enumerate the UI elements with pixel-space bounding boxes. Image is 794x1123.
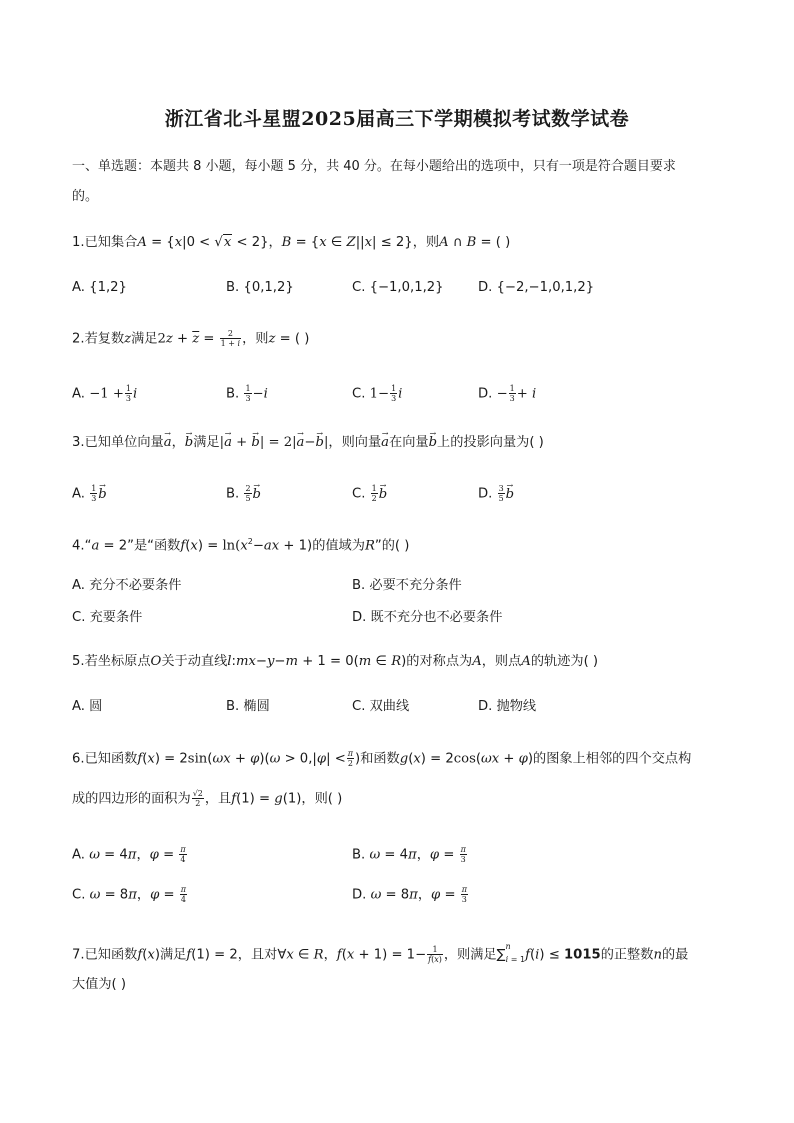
q2-option-c: C. 1− $\frac{1}{3}$ i: [352, 384, 403, 403]
q7-text-post1: 的正整数: [600, 947, 654, 963]
q7-text-mid2: ，且对: [237, 947, 278, 963]
page-title: 浙江省北斗星盟2025届高三下学期模拟考试数学试卷: [164, 108, 630, 130]
question-4: 4.“a = 2”是“函数$f(x) = \ln(x^2-ax + 1)$的值域为R”的( ): [72, 537, 410, 554]
question-number: 1.: [72, 235, 85, 250]
q2-blank: ( ): [294, 331, 310, 347]
q4-text-mid1: ”是“函数: [127, 538, 181, 554]
q3-option-b: B. $\frac{2}{5}$ → b: [226, 484, 261, 504]
question-number: 6.: [72, 751, 85, 767]
question-number: 5.: [72, 654, 85, 669]
q5-option-a: A. 圆: [72, 699, 103, 714]
q4-option-d: D. 既不充分也不必要条件: [352, 610, 503, 625]
q6-text-line2-mid: ，且: [204, 791, 232, 807]
q5-text-mid1: 关于动直线: [161, 654, 228, 669]
q1-option-b: B. {0,1,2}: [226, 280, 294, 295]
q2-option-d: D. − $\frac{1}{3}$ + i: [478, 384, 537, 403]
q7-text-mid3: ，: [323, 947, 337, 963]
q3-text-mid2: 满足: [193, 435, 220, 450]
q4-option-a: A. 充分不必要条件: [72, 578, 182, 593]
q7-text: 已知函数: [84, 947, 138, 963]
q3-option-d: D. $\frac{3}{5}$ → b: [478, 484, 514, 504]
q6-option-b: B. ω = 4π，φ = $\frac{\pi}{3}$: [352, 845, 466, 864]
question-6: 6.已知函数f(x) = 2sin(ωx + φ)(ω > 0,|φ| < $\frac{\pi}{2}$ )和函数g(x) = 2cos(ωx + φ)的图象上相邻的四个交点构: [72, 749, 692, 768]
q5-option-d: D. 抛物线: [478, 699, 537, 714]
q5-option-c: C. 双曲线: [352, 699, 410, 714]
q7-text-post2: 的最: [661, 947, 689, 963]
q4-text: “: [84, 538, 92, 554]
q6-option-d: D. ω = 8π，φ = $\frac{\pi}{3}$: [352, 885, 467, 904]
q6-option-a: A. ω = 4π，φ = $\frac{\pi}{4}$: [72, 845, 186, 864]
q6-text-post1: 的图象上相邻的四个交点构: [533, 751, 692, 767]
question-number: 4.: [72, 538, 85, 554]
question-1: 1.已知集合A = {x|0 < √x < 2}，B = {x ∈ Z||x| ≤ 2}，则A ∩ B = ( ): [72, 235, 511, 250]
q6-option-c: C. ω = 8π，φ = $\frac{\pi}{4}$: [72, 885, 186, 904]
section-instructions-line1: 一、单选题：本题共 8 小题，每小题 5 分，共 40 分。在每小题给出的选项中，只有一项是符合题目要求: [72, 159, 676, 174]
q7-text-mid4: ，则满足: [443, 947, 497, 963]
q1-blank: ( ): [495, 235, 511, 250]
q3-text-mid1: ，: [171, 435, 185, 450]
question-7-line2: 大值为( ): [72, 977, 127, 992]
q3-option-c: C. $\frac{1}{2}$ → b: [352, 484, 387, 504]
question-7: 7.已知函数f(x)满足f(1) = 2，且对∀x ∈ R，f(x + 1) = 1− $\frac{1}{f(x)}$ ，则满足∑$^n_{i = 1}$f(i) ≤ 1015的正整数n的最: [72, 942, 689, 965]
q1-text-mid2: ，则: [412, 235, 440, 250]
q2-text-mid: 满足: [131, 331, 158, 347]
q1-text-mid1: ，: [268, 235, 282, 250]
q4-text-mid2: 的值域为: [312, 538, 365, 554]
q6-text-line2: 成的四边形的面积为: [72, 791, 191, 807]
question-2: 2.若复数z满足$2z + \overline{z}$ = $\frac{2}{1 + i}$ ，则z = ( ): [72, 329, 310, 348]
q3-text-post: 上的投影向量为( ): [437, 435, 544, 450]
q4-option-b: B. 必要不充分条件: [352, 578, 462, 593]
q5-option-b: B. 椭圆: [226, 699, 270, 714]
question-number: 3.: [72, 435, 85, 450]
section-instructions-line2: 的。: [72, 189, 99, 204]
q5-text-mid2: 的对称点为: [406, 654, 473, 669]
question-3: 3.已知单位向量→ a，→ b满足|→ a + → b| = 2|→ a−→ b|，则向量→ a在向量→ b上的投影向量为( ): [72, 434, 544, 452]
q2-text-mid2: ，则: [242, 331, 269, 347]
q1-option-d: D. {−2,−1,0,1,2}: [478, 280, 595, 295]
q1-text: 已知集合: [84, 235, 138, 250]
q4-option-c: C. 充要条件: [72, 610, 143, 625]
q6-text: 已知函数: [84, 751, 138, 767]
q6-text-mid1: 和函数: [360, 751, 400, 767]
q3-text: 已知单位向量: [84, 435, 164, 450]
question-number: 2.: [72, 331, 85, 347]
q4-text-post: ”的( ): [374, 538, 410, 554]
q3-option-a: A. $\frac{1}{3}$ → b: [72, 484, 107, 504]
q1-option-a: A. {1,2}: [72, 280, 127, 295]
q2-text: 若复数: [84, 331, 125, 347]
q2-option-a: A. −1 + $\frac{1}{3}$ i: [72, 384, 138, 403]
question-5: 5.若坐标原点O关于动直线l:mx−y−m + 1 = 0(m ∈ R)的对称点为A，则点A的轨迹为( ): [72, 654, 599, 669]
q5-text-mid3: ，则点: [481, 654, 522, 669]
question-number: 7.: [72, 947, 85, 963]
q1-option-c: C. {−1,0,1,2}: [352, 280, 444, 295]
question-6-line2: 成的四边形的面积为 $\frac{√2}{2}$ ，且f(1) = g(1)，则( ): [72, 789, 343, 808]
q6-text-line2-post: ，则( ): [301, 791, 343, 807]
q3-text-mid3: ，则向量: [328, 435, 382, 450]
q2-option-b: B. $\frac{1}{3}$ −i: [226, 384, 268, 403]
q7-text-mid1: 满足: [159, 947, 187, 963]
q5-text: 若坐标原点: [84, 654, 151, 669]
q5-text-post: 的轨迹为( ): [530, 654, 599, 669]
q3-text-mid4: 在向量: [389, 435, 429, 450]
